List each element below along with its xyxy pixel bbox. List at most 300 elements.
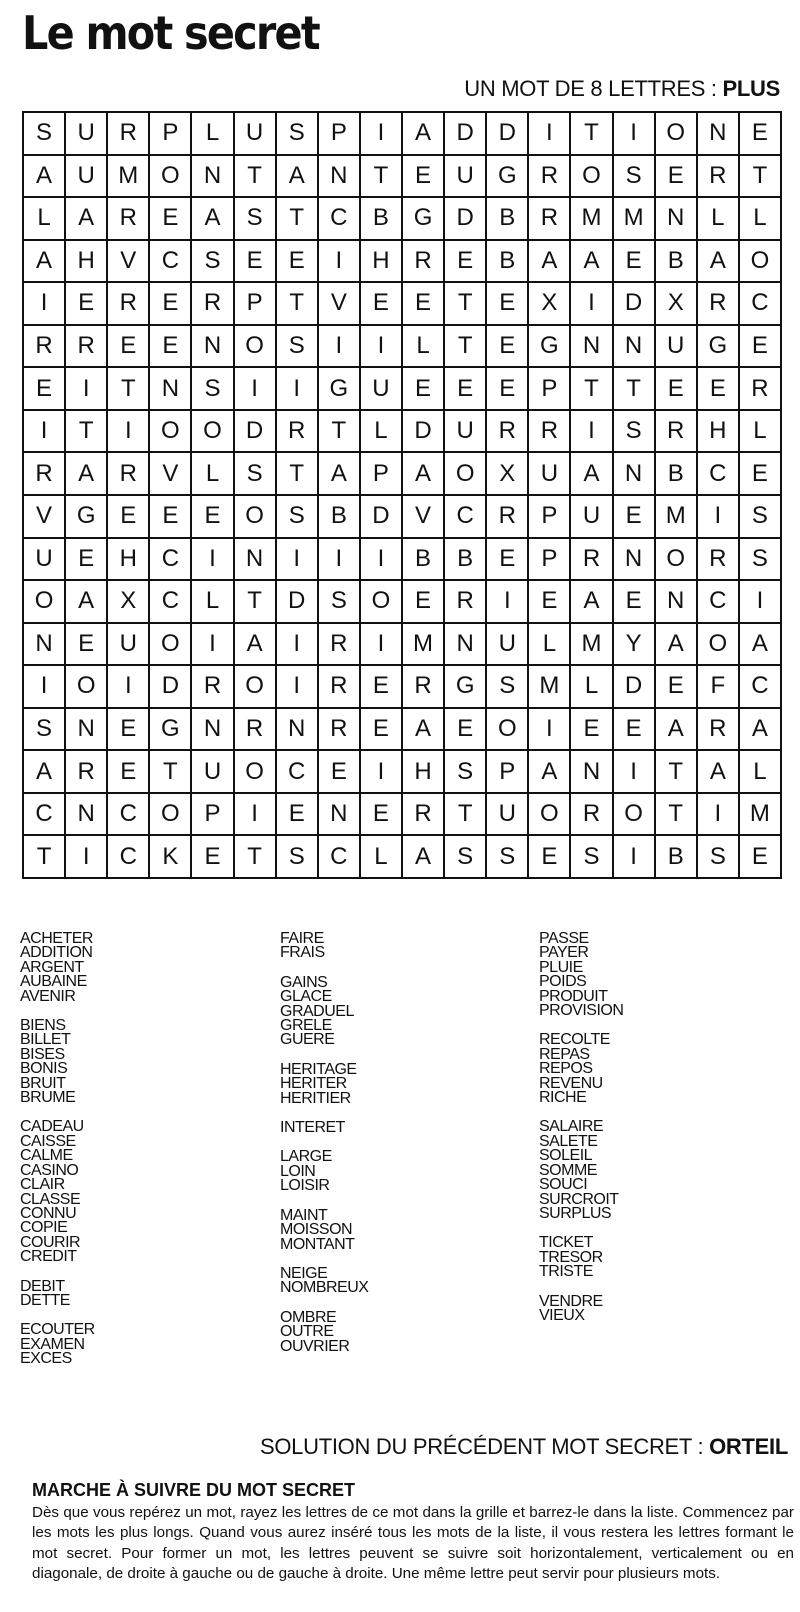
grid-cell[interactable]: I <box>277 539 319 582</box>
grid-cell[interactable]: A <box>403 453 445 496</box>
grid-cell[interactable]: E <box>361 794 403 837</box>
word-list-item[interactable]: BONIS <box>20 1060 68 1078</box>
grid-cell[interactable]: A <box>319 453 361 496</box>
grid-cell[interactable]: U <box>24 539 66 582</box>
word-list-item[interactable]: GAINS <box>280 973 328 991</box>
grid-cell[interactable]: B <box>656 836 698 879</box>
grid-cell[interactable]: A <box>66 581 108 624</box>
grid-cell[interactable]: S <box>614 156 656 199</box>
grid-cell[interactable]: R <box>192 666 234 709</box>
word-list-item[interactable]: CADEAU <box>20 1118 84 1136</box>
grid-cell[interactable]: A <box>24 751 66 794</box>
grid-cell[interactable]: N <box>656 198 698 241</box>
word-list-item[interactable]: SALETE <box>539 1132 598 1150</box>
grid-cell[interactable]: B <box>656 241 698 284</box>
grid-cell[interactable]: U <box>445 156 487 199</box>
grid-cell[interactable]: C <box>319 198 361 241</box>
grid-cell[interactable]: P <box>529 539 571 582</box>
word-list-item[interactable]: ARGENT <box>20 958 84 976</box>
grid-cell[interactable]: N <box>24 624 66 667</box>
grid-cell[interactable]: I <box>66 368 108 411</box>
grid-cell[interactable]: M <box>656 496 698 539</box>
grid-cell[interactable]: U <box>571 496 613 539</box>
grid-cell[interactable]: R <box>487 496 529 539</box>
grid-cell[interactable]: O <box>571 156 613 199</box>
word-list-item[interactable]: RECOLTE <box>539 1031 610 1049</box>
grid-cell[interactable]: O <box>150 411 192 454</box>
grid-cell[interactable]: U <box>66 156 108 199</box>
grid-cell[interactable]: A <box>403 836 445 879</box>
grid-cell[interactable]: E <box>529 581 571 624</box>
grid-cell[interactable]: T <box>614 368 656 411</box>
grid-cell[interactable]: A <box>740 709 782 752</box>
grid-cell[interactable]: I <box>698 496 740 539</box>
grid-cell[interactable]: E <box>740 113 782 156</box>
grid-cell[interactable]: O <box>24 581 66 624</box>
grid-cell[interactable]: E <box>361 709 403 752</box>
grid-cell[interactable]: E <box>614 709 656 752</box>
grid-cell[interactable]: I <box>277 624 319 667</box>
grid-cell[interactable]: G <box>698 326 740 369</box>
grid-cell[interactable]: K <box>150 836 192 879</box>
word-list-item[interactable]: ECOUTER <box>20 1321 95 1339</box>
grid-cell[interactable]: G <box>319 368 361 411</box>
word-list-item[interactable]: INTERET <box>280 1119 345 1137</box>
grid-cell[interactable]: R <box>403 241 445 284</box>
word-list-item[interactable]: VIEUX <box>539 1306 585 1324</box>
grid-cell[interactable]: I <box>361 624 403 667</box>
grid-cell[interactable]: U <box>487 794 529 837</box>
grid-cell[interactable]: L <box>529 624 571 667</box>
grid-cell[interactable]: E <box>277 241 319 284</box>
grid-cell[interactable]: C <box>150 581 192 624</box>
grid-cell[interactable]: S <box>319 581 361 624</box>
grid-cell[interactable]: R <box>24 453 66 496</box>
word-list-item[interactable]: OUVRIER <box>280 1337 350 1355</box>
grid-cell[interactable]: C <box>319 836 361 879</box>
grid-cell[interactable]: R <box>319 624 361 667</box>
grid-cell[interactable]: N <box>656 581 698 624</box>
grid-cell[interactable]: N <box>150 368 192 411</box>
grid-cell[interactable]: D <box>277 581 319 624</box>
grid-cell[interactable]: P <box>319 113 361 156</box>
grid-cell[interactable]: O <box>529 794 571 837</box>
grid-cell[interactable]: C <box>108 836 150 879</box>
grid-cell[interactable]: P <box>192 794 234 837</box>
grid-cell[interactable]: E <box>487 368 529 411</box>
grid-cell[interactable]: T <box>656 794 698 837</box>
word-list-item[interactable]: TICKET <box>539 1234 593 1252</box>
grid-cell[interactable]: N <box>319 794 361 837</box>
grid-cell[interactable]: L <box>24 198 66 241</box>
grid-cell[interactable]: S <box>698 836 740 879</box>
word-list-item[interactable]: AVENIR <box>20 987 76 1005</box>
grid-cell[interactable]: X <box>108 581 150 624</box>
grid-cell[interactable]: I <box>235 794 277 837</box>
grid-cell[interactable]: E <box>108 709 150 752</box>
word-list-item[interactable]: ADDITION <box>20 944 93 962</box>
grid-cell[interactable]: P <box>361 453 403 496</box>
grid-cell[interactable]: L <box>698 198 740 241</box>
grid-cell[interactable]: E <box>656 156 698 199</box>
grid-cell[interactable]: T <box>277 198 319 241</box>
word-list-item[interactable]: PAYER <box>539 944 589 962</box>
word-list-item[interactable]: TRISTE <box>539 1263 593 1281</box>
grid-cell[interactable]: S <box>277 113 319 156</box>
word-list-item[interactable]: CALME <box>20 1147 73 1165</box>
grid-cell[interactable]: T <box>66 411 108 454</box>
word-list-item[interactable]: BISES <box>20 1045 65 1063</box>
word-list-item[interactable]: PROVISION <box>539 1002 624 1020</box>
grid-cell[interactable]: E <box>487 283 529 326</box>
word-list-item[interactable]: DEBIT <box>20 1277 65 1295</box>
grid-cell[interactable]: I <box>24 283 66 326</box>
word-list-item[interactable]: VENDRE <box>539 1292 603 1310</box>
word-list-item[interactable]: REPOS <box>539 1060 593 1078</box>
grid-cell[interactable]: N <box>277 709 319 752</box>
grid-cell[interactable]: S <box>571 836 613 879</box>
grid-cell[interactable]: S <box>235 198 277 241</box>
grid-cell[interactable]: V <box>108 241 150 284</box>
word-list-item[interactable]: BRUME <box>20 1089 76 1107</box>
grid-cell[interactable]: B <box>361 198 403 241</box>
grid-cell[interactable]: P <box>235 283 277 326</box>
grid-cell[interactable]: U <box>445 411 487 454</box>
word-list-item[interactable]: NOMBREUX <box>280 1279 369 1297</box>
grid-cell[interactable]: D <box>614 283 656 326</box>
grid-cell[interactable]: O <box>361 581 403 624</box>
grid-cell[interactable]: R <box>24 326 66 369</box>
word-list-item[interactable]: COURIR <box>20 1233 81 1251</box>
grid-cell[interactable]: T <box>235 156 277 199</box>
grid-cell[interactable]: G <box>487 156 529 199</box>
grid-cell[interactable]: E <box>614 241 656 284</box>
grid-cell[interactable]: O <box>487 709 529 752</box>
grid-cell[interactable]: E <box>361 666 403 709</box>
grid-cell[interactable]: O <box>235 751 277 794</box>
grid-cell[interactable]: I <box>319 326 361 369</box>
grid-cell[interactable]: A <box>656 624 698 667</box>
grid-cell[interactable]: L <box>192 453 234 496</box>
grid-cell[interactable]: F <box>698 666 740 709</box>
grid-cell[interactable]: P <box>529 368 571 411</box>
grid-cell[interactable]: X <box>529 283 571 326</box>
grid-cell[interactable]: P <box>529 496 571 539</box>
grid-cell[interactable]: R <box>571 539 613 582</box>
grid-cell[interactable]: N <box>614 453 656 496</box>
grid-cell[interactable]: V <box>24 496 66 539</box>
grid-cell[interactable]: R <box>319 666 361 709</box>
grid-cell[interactable]: A <box>66 453 108 496</box>
grid-cell[interactable]: D <box>150 666 192 709</box>
grid-cell[interactable]: C <box>698 453 740 496</box>
grid-cell[interactable]: S <box>235 453 277 496</box>
grid-cell[interactable]: I <box>571 283 613 326</box>
grid-cell[interactable]: T <box>150 751 192 794</box>
grid-cell[interactable]: M <box>571 624 613 667</box>
grid-cell[interactable]: V <box>319 283 361 326</box>
grid-cell[interactable]: E <box>192 496 234 539</box>
grid-cell[interactable]: L <box>740 198 782 241</box>
grid-cell[interactable]: I <box>108 666 150 709</box>
grid-cell[interactable]: R <box>108 198 150 241</box>
grid-cell[interactable]: M <box>571 198 613 241</box>
grid-cell[interactable]: I <box>277 368 319 411</box>
grid-cell[interactable]: E <box>529 836 571 879</box>
grid-cell[interactable]: B <box>487 241 529 284</box>
grid-cell[interactable]: N <box>698 113 740 156</box>
grid-cell[interactable]: G <box>66 496 108 539</box>
grid-cell[interactable]: A <box>235 624 277 667</box>
grid-cell[interactable]: E <box>235 241 277 284</box>
grid-cell[interactable]: R <box>403 794 445 837</box>
word-list-item[interactable]: SURCROIT <box>539 1190 619 1208</box>
grid-cell[interactable]: E <box>571 709 613 752</box>
word-list-item[interactable]: EXCES <box>20 1350 72 1368</box>
grid-cell[interactable]: N <box>614 326 656 369</box>
grid-cell[interactable]: D <box>403 411 445 454</box>
grid-cell[interactable]: S <box>487 666 529 709</box>
grid-cell[interactable]: A <box>529 751 571 794</box>
grid-cell[interactable]: U <box>66 113 108 156</box>
grid-cell[interactable]: X <box>487 453 529 496</box>
grid-cell[interactable]: O <box>66 666 108 709</box>
grid-cell[interactable]: I <box>614 836 656 879</box>
grid-cell[interactable]: T <box>277 283 319 326</box>
grid-cell[interactable]: H <box>108 539 150 582</box>
grid-cell[interactable]: A <box>740 624 782 667</box>
grid-cell[interactable]: M <box>614 198 656 241</box>
grid-cell[interactable]: U <box>656 326 698 369</box>
grid-cell[interactable]: T <box>108 368 150 411</box>
grid-cell[interactable]: E <box>150 283 192 326</box>
grid-cell[interactable]: I <box>319 539 361 582</box>
grid-cell[interactable]: C <box>740 666 782 709</box>
grid-cell[interactable]: N <box>66 794 108 837</box>
grid-cell[interactable]: E <box>656 666 698 709</box>
grid-cell[interactable]: N <box>614 539 656 582</box>
word-list-item[interactable]: TRESOR <box>539 1248 603 1266</box>
grid-cell[interactable]: N <box>445 624 487 667</box>
word-list-item[interactable]: SURPLUS <box>539 1204 612 1222</box>
grid-cell[interactable]: A <box>192 198 234 241</box>
word-list-item[interactable]: NEIGE <box>280 1264 328 1282</box>
grid-cell[interactable]: N <box>319 156 361 199</box>
grid-cell[interactable]: E <box>150 496 192 539</box>
grid-cell[interactable]: R <box>66 751 108 794</box>
grid-cell[interactable]: T <box>656 751 698 794</box>
grid-cell[interactable]: G <box>445 666 487 709</box>
grid-cell[interactable]: U <box>192 751 234 794</box>
grid-cell[interactable]: E <box>403 581 445 624</box>
grid-cell[interactable]: C <box>277 751 319 794</box>
grid-cell[interactable]: E <box>361 283 403 326</box>
grid-cell[interactable]: R <box>698 709 740 752</box>
word-list-item[interactable]: OMBRE <box>280 1308 337 1326</box>
grid-cell[interactable]: O <box>150 794 192 837</box>
word-list-item[interactable]: DETTE <box>20 1291 70 1309</box>
word-list-item[interactable]: COPIE <box>20 1219 68 1237</box>
grid-cell[interactable]: E <box>487 539 529 582</box>
grid-cell[interactable]: D <box>361 496 403 539</box>
grid-cell[interactable]: V <box>150 453 192 496</box>
grid-cell[interactable]: Y <box>614 624 656 667</box>
grid-cell[interactable]: C <box>108 794 150 837</box>
word-list-item[interactable]: PASSE <box>539 930 589 947</box>
word-list-item[interactable]: PLUIE <box>539 958 583 976</box>
grid-cell[interactable]: E <box>192 836 234 879</box>
grid-cell[interactable]: T <box>235 581 277 624</box>
grid-cell[interactable]: A <box>529 241 571 284</box>
grid-cell[interactable]: E <box>487 326 529 369</box>
grid-cell[interactable]: A <box>571 453 613 496</box>
grid-cell[interactable]: I <box>571 411 613 454</box>
grid-cell[interactable]: S <box>614 411 656 454</box>
grid-cell[interactable]: R <box>108 453 150 496</box>
grid-cell[interactable]: M <box>740 794 782 837</box>
grid-cell[interactable]: D <box>614 666 656 709</box>
grid-cell[interactable]: C <box>24 794 66 837</box>
grid-cell[interactable]: T <box>445 283 487 326</box>
grid-cell[interactable]: H <box>361 241 403 284</box>
grid-cell[interactable]: L <box>740 411 782 454</box>
grid-cell[interactable]: I <box>698 794 740 837</box>
grid-cell[interactable]: R <box>529 411 571 454</box>
grid-cell[interactable]: U <box>361 368 403 411</box>
grid-cell[interactable]: C <box>698 581 740 624</box>
word-list-item[interactable]: SOMME <box>539 1161 597 1179</box>
word-list-item[interactable]: CLASSE <box>20 1190 81 1208</box>
grid-cell[interactable]: U <box>487 624 529 667</box>
grid-cell[interactable]: E <box>277 794 319 837</box>
grid-cell[interactable]: B <box>319 496 361 539</box>
grid-cell[interactable]: T <box>571 113 613 156</box>
grid-cell[interactable]: N <box>66 709 108 752</box>
grid-cell[interactable]: I <box>529 113 571 156</box>
grid-cell[interactable]: O <box>150 156 192 199</box>
grid-cell[interactable]: O <box>150 624 192 667</box>
grid-cell[interactable]: E <box>740 326 782 369</box>
grid-cell[interactable]: A <box>571 581 613 624</box>
grid-cell[interactable]: R <box>445 581 487 624</box>
grid-cell[interactable]: I <box>361 539 403 582</box>
grid-cell[interactable]: B <box>487 198 529 241</box>
grid-cell[interactable]: A <box>66 198 108 241</box>
grid-cell[interactable]: R <box>487 411 529 454</box>
word-list-item[interactable]: AUBAINE <box>20 973 87 991</box>
word-list-item[interactable]: FRAIS <box>280 944 325 962</box>
word-list-item[interactable]: CONNU <box>20 1204 77 1222</box>
grid-cell[interactable]: E <box>24 368 66 411</box>
grid-cell[interactable]: A <box>403 709 445 752</box>
grid-cell[interactable]: S <box>192 368 234 411</box>
grid-cell[interactable]: I <box>235 368 277 411</box>
grid-cell[interactable]: I <box>614 113 656 156</box>
grid-cell[interactable]: S <box>24 113 66 156</box>
grid-cell[interactable]: T <box>24 836 66 879</box>
grid-cell[interactable]: H <box>66 241 108 284</box>
grid-cell[interactable]: X <box>656 283 698 326</box>
word-list-item[interactable]: POIDS <box>539 973 587 991</box>
word-list-item[interactable]: PRODUIT <box>539 987 608 1005</box>
grid-cell[interactable]: T <box>445 326 487 369</box>
grid-cell[interactable]: A <box>698 751 740 794</box>
grid-cell[interactable]: S <box>277 836 319 879</box>
word-list-item[interactable]: GRELE <box>280 1017 332 1035</box>
grid-cell[interactable]: E <box>614 496 656 539</box>
grid-cell[interactable]: E <box>150 326 192 369</box>
grid-cell[interactable]: E <box>319 751 361 794</box>
word-list-item[interactable]: LOIN <box>280 1162 316 1180</box>
grid-cell[interactable]: R <box>108 113 150 156</box>
grid-cell[interactable]: U <box>235 113 277 156</box>
grid-cell[interactable]: O <box>192 411 234 454</box>
grid-cell[interactable]: S <box>24 709 66 752</box>
grid-cell[interactable]: G <box>529 326 571 369</box>
grid-cell[interactable]: O <box>698 624 740 667</box>
grid-cell[interactable]: U <box>529 453 571 496</box>
word-list-item[interactable]: CREDIT <box>20 1248 77 1266</box>
word-list-item[interactable]: HERITIER <box>280 1089 351 1107</box>
word-list-item[interactable]: REPAS <box>539 1045 590 1063</box>
word-list-item[interactable]: BRUIT <box>20 1074 66 1092</box>
grid-cell[interactable]: N <box>571 751 613 794</box>
grid-cell[interactable]: R <box>319 709 361 752</box>
grid-cell[interactable]: I <box>192 539 234 582</box>
grid-cell[interactable]: S <box>192 241 234 284</box>
grid-cell[interactable]: A <box>403 113 445 156</box>
grid-cell[interactable]: R <box>108 283 150 326</box>
grid-cell[interactable]: R <box>529 156 571 199</box>
grid-cell[interactable]: R <box>656 411 698 454</box>
grid-cell[interactable]: I <box>487 581 529 624</box>
grid-cell[interactable]: M <box>529 666 571 709</box>
grid-cell[interactable]: I <box>614 751 656 794</box>
grid-cell[interactable]: R <box>235 709 277 752</box>
grid-cell[interactable]: S <box>445 751 487 794</box>
grid-cell[interactable]: L <box>192 113 234 156</box>
grid-cell[interactable]: S <box>277 326 319 369</box>
grid-cell[interactable]: I <box>66 836 108 879</box>
word-list-item[interactable]: BILLET <box>20 1031 71 1049</box>
word-list-item[interactable]: ACHETER <box>20 930 93 947</box>
grid-cell[interactable]: T <box>277 453 319 496</box>
grid-cell[interactable]: E <box>403 368 445 411</box>
grid-cell[interactable]: L <box>403 326 445 369</box>
grid-cell[interactable]: I <box>24 666 66 709</box>
word-list-item[interactable]: MOISSON <box>280 1221 353 1239</box>
grid-cell[interactable]: A <box>24 241 66 284</box>
grid-cell[interactable]: R <box>698 156 740 199</box>
grid-cell[interactable]: N <box>571 326 613 369</box>
grid-cell[interactable]: R <box>529 198 571 241</box>
word-list-item[interactable]: REVENU <box>539 1074 603 1092</box>
grid-cell[interactable]: I <box>108 411 150 454</box>
grid-cell[interactable]: A <box>656 709 698 752</box>
grid-cell[interactable]: A <box>24 156 66 199</box>
grid-cell[interactable]: E <box>150 198 192 241</box>
grid-cell[interactable]: I <box>361 113 403 156</box>
grid-cell[interactable]: O <box>235 326 277 369</box>
grid-cell[interactable]: I <box>277 666 319 709</box>
word-list-item[interactable]: OUTRE <box>280 1323 334 1341</box>
grid-cell[interactable]: R <box>66 326 108 369</box>
grid-cell[interactable]: S <box>740 496 782 539</box>
word-list-item[interactable]: MONTANT <box>280 1235 355 1253</box>
grid-cell[interactable]: V <box>403 496 445 539</box>
grid-cell[interactable]: O <box>656 113 698 156</box>
grid-cell[interactable]: I <box>529 709 571 752</box>
